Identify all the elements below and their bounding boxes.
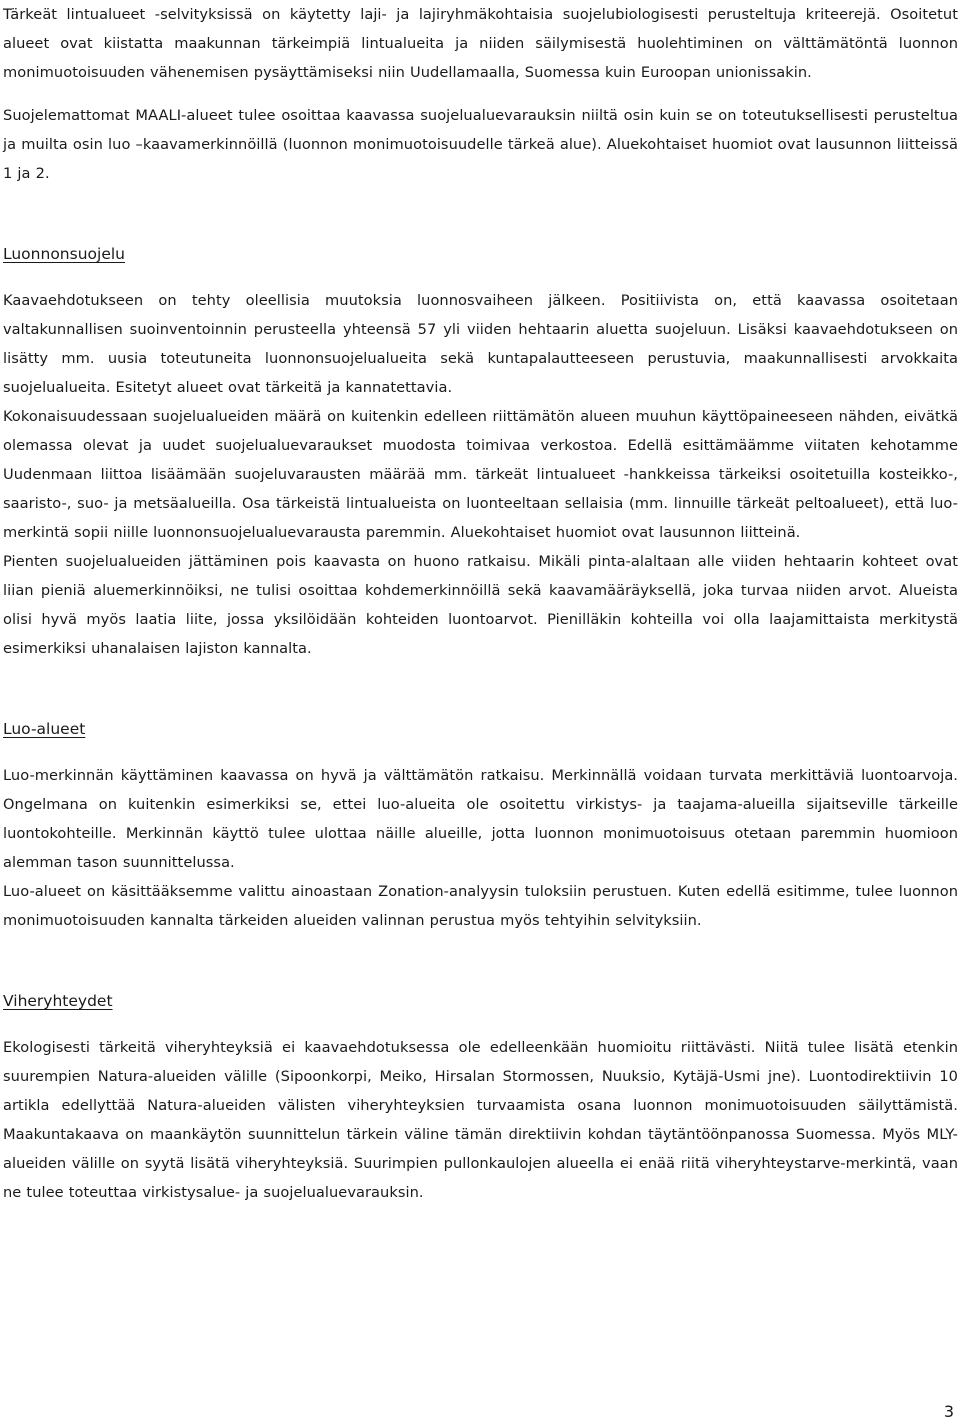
paragraph-kaavaehdotus-muutokset: Kaavaehdotukseen on tehty oleellisia muutoksia luonnosvaiheen jälkeen. Positiivista on, että kaavassa osoitetaan valtakunnallisen suoinventoinnin perusteella yhteensä 57 yli viiden hehtaarin aluetta suojeluun. Lisäksi kaavaehdotukseen on lisätty mm. uusia toteutuneita luonnonsuojelualueita sekä kuntapalautteeseen perustuvia, maakunnallisesti arvokkaita suojelualueita. Esitetyt alueet ovat tärkeitä ja kannatettavia. <box>3 292 958 396</box>
heading-luo-alueet: Luo-alueet <box>3 720 86 738</box>
heading-viheryhteydet: Viheryhteydet <box>3 992 113 1010</box>
paragraph-viheryhteydet: Ekologisesti tärkeitä viheryhteyksiä ei kaavaehdotuksessa ole edelleenkään huomioitu riittävästi. Niitä tulee lisätä etenkin suurempien Natura-alueiden välille (Sipoonkorpi, Meiko, Hirsalan Stormossen, Nuuksio, Kytäjä-Usmi jne). Luontodirektiivin 10 artikla edellyttää Natura-alueiden välisten viheryhteyksien turvaamista osana luonnon monimuotoisuuden säilyttämistä. Maakuntakaava on maankäytön suunnittelun tärkein väline tämän direktiivin kohdan täytäntöönpanossa Suomessa. Myös MLY-alueiden välille on syytä lisätä viheryhteyksiä. Suurimpien pullonkaulojen alueella ei enää riitä viheryhteystarve-merkintä, vaan ne tulee toteuttaa virkistysalue- ja suojelualuevarauksin. <box>3 1039 958 1201</box>
paragraph-suojelualueiden-maara: Kokonaisuudessaan suojelualueiden määrä on kuitenkin edelleen riittämätön alueen muuhun käyttöpaineeseen nähden, eivätkä olemassa olevat ja uudet suojelualuevaraukset muodosta toimivaa verkostoa. Edellä esittämäämme viitaten kehotamme Uudenmaan liittoa lisäämään suojeluvarausten määrää mm. tärkeät lintualueet -hankkeissa tärkeiksi osoitetuilla kosteikko-, saaristo-, suo- ja metsäalueilla. Osa tärkeistä lintualueista on luonteeltaan sellaisia (mm. linnuille tärkeät peltoalueet), että luo-merkintä sopii niille luonnonsuojelualuevarausta paremmin. Aluekohtaiset huomiot ovat lausunnon liitteinä. <box>3 408 958 541</box>
paragraph-zonation-analyysi: Luo-alueet on käsittääksemme valittu ainoastaan Zonation-analyysin tuloksiin perustuen. Kuten edellä esitimme, tulee luonnon monimuotoisuuden kannalta tärkeiden alueiden valinnan perustua myös tehtyihin selvityksiin. <box>3 883 958 929</box>
heading-luonnonsuojelu: Luonnonsuojelu <box>3 245 125 263</box>
document-page <box>3 0 958 1207</box>
page-number: 3 <box>943 1402 954 1421</box>
paragraph-lintualueet-kriteerit: Tärkeät lintualueet -selvityksissä on käytetty laji- ja lajiryhmäkohtaisia suojelubiologisesti perusteltuja kriteerejä. Osoitetut alueet ovat kiistatta maakunnan tärkeimpiä lintualueita ja niiden säilymisestä huolehtiminen on välttämätöntä luonnon monimuotoisuuden vähenemisen pysäyttämiseksi niin Uudellamaalla, Suomessa kuin Euroopan unionissakin. <box>3 6 958 81</box>
paragraph-luo-merkinta: Luo-merkinnän käyttäminen kaavassa on hyvä ja välttämätön ratkaisu. Merkinnällä voidaan turvata merkittäviä luontoarvoja. Ongelmana on kuitenkin esimerkiksi se, ettei luo-alueita ole osoitettu virkistys- ja taajama-alueilla sijaitseville tärkeille luontokohteille. Merkinnän käyttö tulee ulottaa näille alueille, jotta luonnon monimuotoisuus otetaan paremmin huomioon alemman tason suunnittelussa. <box>3 767 958 871</box>
paragraph-pienet-suojelualueet: Pienten suojelualueiden jättäminen pois kaavasta on huono ratkaisu. Mikäli pinta-alaltaan alle viiden hehtaarin kohteet ovat liian pieniä aluemerkinnöiksi, ne tulisi osoittaa kohdemerkinnöillä sekä kaavamääräyksellä, joka turvaa niiden arvot. Alueista olisi hyvä myös laatia liite, jossa yksilöidään kohteiden luontoarvot. Pienilläkin kohteilla voi olla laajamittaista merkitystä esimerkiksi uhanalaisen lajiston kannalta. <box>3 553 958 657</box>
paragraph-maali-alueet: Suojelemattomat MAALI-alueet tulee osoittaa kaavassa suojelualuevarauksin niiltä osin kuin se on toteutuksellisesti perusteltua ja muilta osin luo –kaavamerkinnöillä (luonnon monimuotoisuudelle tärkeä alue). Aluekohtaiset huomiot ovat lausunnon liitteissä 1 ja 2. <box>3 107 958 182</box>
